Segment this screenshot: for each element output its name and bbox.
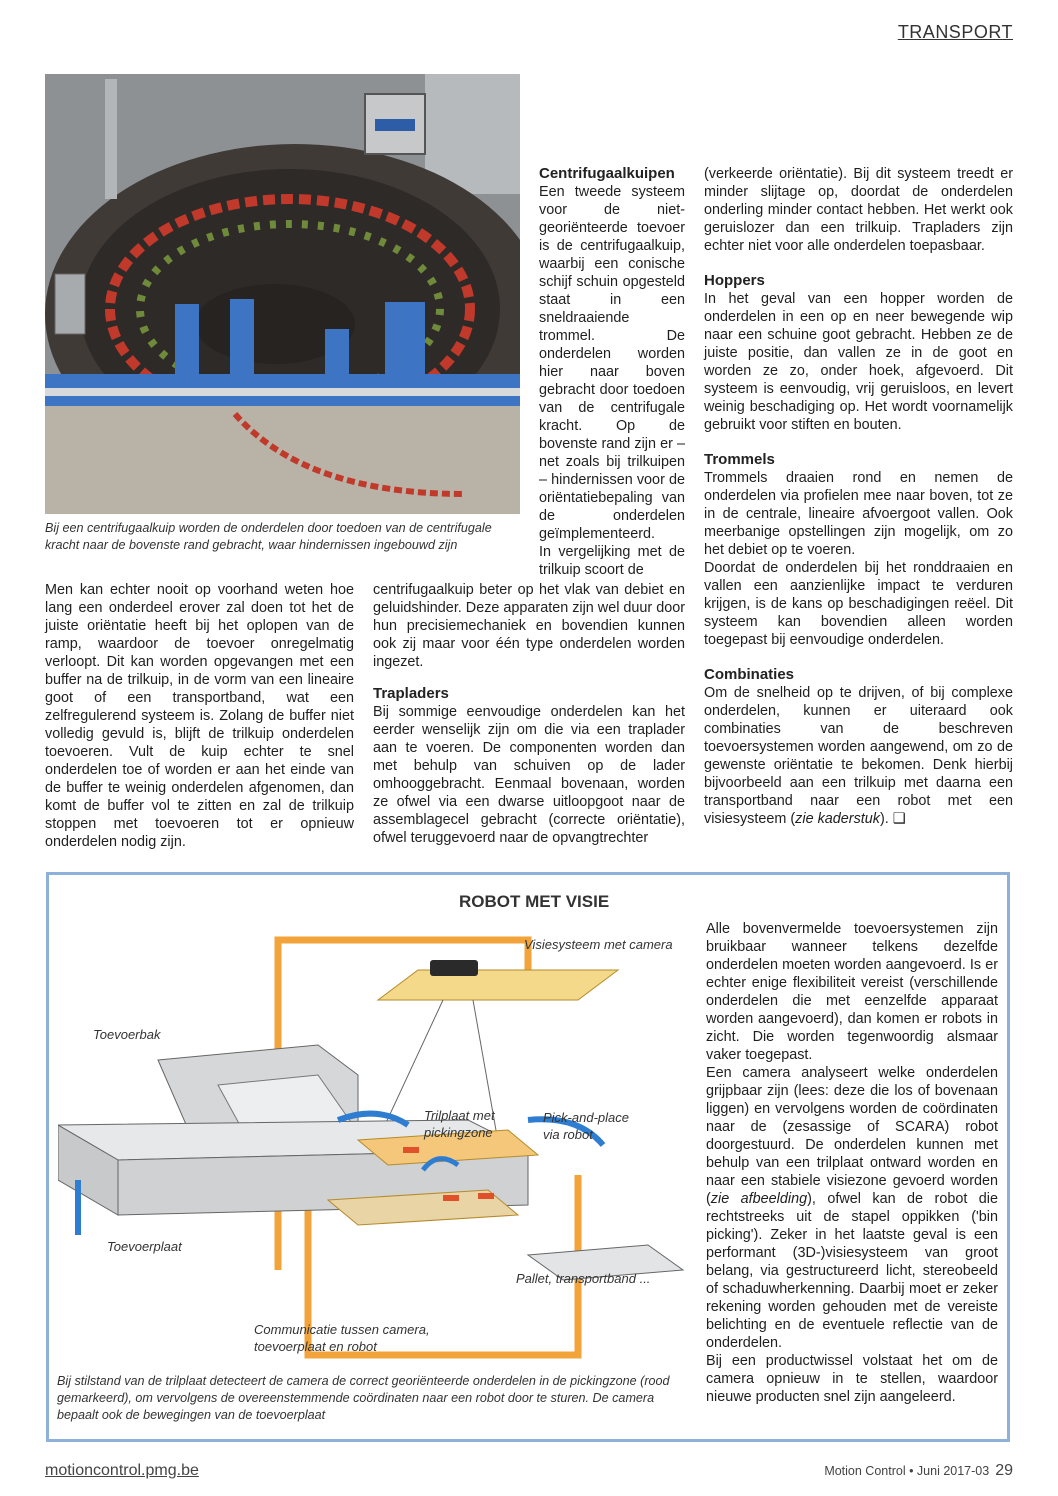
box-paragraph-1: Alle bovenvermelde toevoersystemen zijn bruikbaar wanneer telkens dezelfde onderdelen moeten worden aangevoerd. Is er echter enige flexibiliteit vereist (verschillende onderdelen die met eenzelfde apparaat worden aangevoerd), dan komen er robots in zicht. Die worden tegenwoordig alsmaar vaker toegepast. [706,921,998,1063]
box-paragraph-2a: Een camera analyseert welke onderdelen grijpbaar zijn (lees: deze die los of bovenaan liggen) en vervolgens worden de coördinaten naar de (zesassige of SCARA) robot doorgestuurd. De onderdelen kunnen met behulp van een trilplaat ontward worden en naar een stabiele visiezone gevoerd worden ( [706,1065,998,1207]
trapladers-heading: Trapladers [373,685,449,702]
trommels-heading: Trommels [704,451,775,468]
label-pick-and-place: Pick-and-place via robot [543,1110,629,1142]
col1-text [45,581,354,851]
hoppers-heading: Hoppers [704,272,765,289]
footer-magazine: Motion Control • Juni 2017-03 [824,1464,990,1478]
centrifugal-feeder-photo [45,74,520,514]
combinaties-paragraph [704,684,1013,828]
label-toevoerplaat: Toevoerplaat [107,1239,182,1254]
combinaties-ref: zie kaderstuk [795,811,880,827]
footer-info [824,1462,1013,1480]
centrifugal-feeder-illustration [45,74,520,514]
diagram-caption: Bij stilstand van de trilplaat detecteert de camera de correct georiënteerde onderdelen in de pickingzone (rood gemarkeerd), om vervolgens de overeenstemmende coördinaten naar een robot door te sturen. De camera bepaalt ook de bewegingen van de toevoerplaat [57,1374,670,1422]
camera-icon [430,960,478,976]
robot-vision-diagram [58,925,688,1370]
centrifugaal-continued: centrifugaalkuip beter op het vlak van debiet en geluidshinder. Deze apparaten zijn wel duur door hun precisiemechaniek en bovendien kunnen ook zij maar voor één type onderdelen worden ingezet. [373,582,685,670]
page-number: 29 [995,1462,1013,1479]
combinaties-end: ). ❑ [879,811,906,827]
combinaties-text: Om de snelheid op te drijven, of bij complexe onderdelen, kunnen er uiteraard ook combinaties van de beschreven toevoersystemen worden aangewend, om zo de gewenste oriëntatie te bekomen. Denk hierbij bijvoorbeeld aan een trilkuip met daarna een transportband naar een robot met een visiesysteem ( [704,685,1013,827]
hoppers-paragraph: In het geval van een hopper worden de onderdelen in een op en neer bewegende wip naar een schuine goot gebracht. Hebben ze de juiste positie, dan vallen ze in de goot en worden ze zo, onder hoek, afgevoerd. Dit systeem is eenvoudig, vrij geruisloos, en levert weinig beschadiging op. Het wordt voornamelijk gebruikt voor stiften en bouten. [704,291,1013,433]
combinaties-heading: Combinaties [704,666,795,683]
col2-top [539,165,685,579]
trommels-paragraph-2: Doordat de onderdelen bij het ronddraaien en vallen een aanzienlijke impact te verduren krijgen, is de kans op beschadigingen reëel. Dit systeem kan bovendien alleen worden toegepast bij eenvoudige onderdelen. [704,560,1013,648]
centrifugaal-heading: Centrifugaalkuipen [539,165,675,182]
col2-bottom [373,581,685,847]
centrifugaal-paragraph-2: In vergelijking met de trilkuip scoort de [539,544,685,578]
trapladers-paragraph: Bij sommige eenvoudige onderdelen kan het eerder wenselijk zijn om die via een traplader aan te voeren. De componenten worden dan met behulp van schuiven op de lader omhooggebracht. Eenmaal bovenaan, worden ze ofwel via een dwarse uitloopgoot naar de assemblagecel gebracht (correcte oriëntatie), ofwel teruggevoerd naar de opvangtrechter [373,704,685,846]
centrifugaal-paragraph: Een tweede systeem voor de niet-georiënteerde toevoer is de centrifugaalkuip, waarbij een conische schijf schuin opgesteld staat in een sneldraaiende trommel. De onderdelen worden hier naar boven gebracht door toedoen van de centrifugale kracht. Op de bovenste rand zijn er – net zoals bij trilkuipen – hindernissen voor de oriëntatiebepaling van de onderdelen geïmplementeerd. [539,184,685,542]
box-paragraph-2 [706,1064,998,1352]
box-paragraph-2b: ), ofwel kan de robot die rechtstreeks uit de stapel oppikken ('bin picking'). Zeker in het laatste geval is een performant (3D-)visiesysteem van groot belang, via gestructureerd licht, stereobeeld of schaduwherkenning. Daarbij moet er zeker rekening worden gehouden met de vereiste belichting en de eventuele reflectie van de onderdelen. [706,1191,998,1351]
trommels-paragraph-1: Trommels draaien rond en nemen de onderdelen via profielen mee naar boven, tot ze in de centrale, lineaire afvoergoot vallen. Ook meerbanige opstellingen zijn mogelijk, om zo het debiet op te voeren. [704,470,1013,558]
label-toevoerbak: Toevoerbak [93,1027,161,1042]
box-paragraph-2-ref: zie afbeelding [710,1191,808,1207]
trapladers-continued: (verkeerde oriëntatie). Bij dit systeem treedt er minder slijtage op, doordat de onderdelen onderling minder contact hebben. Het werkt ook geruislozer dan een trilkuip. Trapladers zijn echter niet voor alle onderdelen toepasbaar. [704,166,1013,254]
section-label: TRANSPORT [897,22,1013,42]
footer-website-link[interactable]: motioncontrol.pmg.be [45,1462,199,1479]
camera-plate [378,970,618,1000]
col3 [704,165,1013,828]
label-visiesysteem: Visiesysteem met camera [524,937,673,952]
box-text [706,920,998,1406]
col1-paragraph: Men kan echter nooit op voorhand weten hoe lang een onderdeel erover zal doen tot het de juiste oriëntatie heeft bij het oplopen van de ramp, waardoor de toevoer onregelmatig verloopt. Dit kan worden opgevangen met een buffer na de trilkuip, in de vorm van een lineaire goot of een transportband, wat een zelfregulerend systeem is. Zolang de buffer niet volledig gevuld is, blijft de trilkuip onderdelen toevoeren. Vult de kuip echter te snel onderdelen toe of worden er aan het einde van de buffer te weinig onderdelen afgenomen, dan komt de buffer vol te zitten en zal de trilkuip stoppen met toevoeren tot er opnieuw onderdelen nodig zijn. [45,582,354,850]
box-title: ROBOT MET VISIE [459,892,610,911]
photo-caption: Bij een centrifugaalkuip worden de onderdelen door toedoen van de centrifugale kracht naar de bovenste rand gebracht, waar hindernissen ingebouwd zijn [45,521,492,552]
label-trilplaat: Trilplaat met pickingzone [424,1108,495,1140]
label-communicatie: Communicatie tussen camera, toevoerplaat en robot [254,1322,430,1354]
label-pallet: Pallet, transportband ... [516,1271,651,1286]
box-paragraph-3: Bij een productwissel volstaat het om de camera opnieuw in te stellen, waardoor nieuwe producten snel zijn aangeleerd. [706,1353,998,1405]
